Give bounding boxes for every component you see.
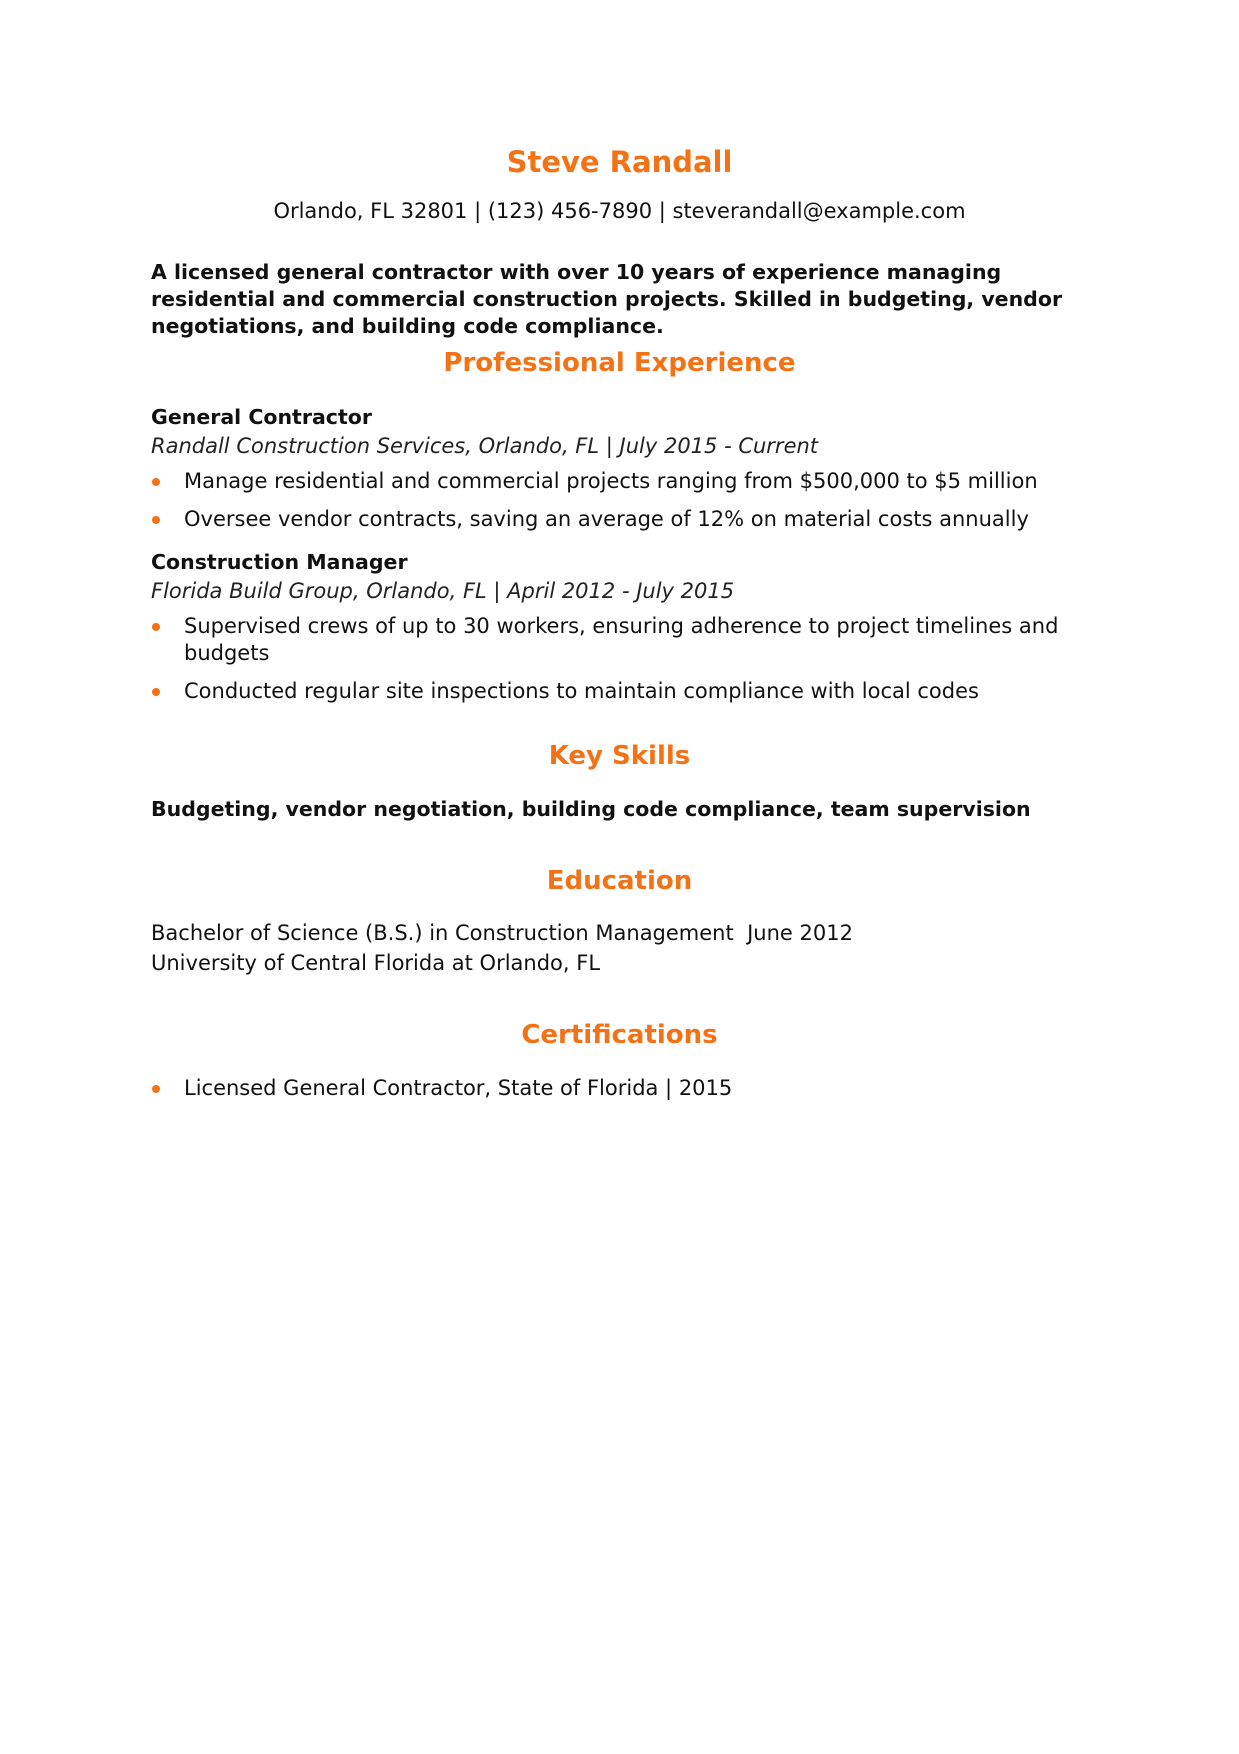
certification-list — [151, 1075, 1088, 1113]
bullet-icon — [152, 688, 160, 696]
list-item — [151, 506, 1088, 533]
job-meta: Randall Construction Services, Orlando, FL | July 2015 - Current — [151, 434, 819, 458]
job-meta: Florida Build Group, Orlando, FL | April 2012 - July 2015 — [151, 579, 735, 603]
list-item — [151, 613, 1088, 667]
bullet-icon — [152, 623, 160, 631]
education-degree-line — [151, 921, 853, 946]
list-item — [151, 1075, 1088, 1102]
professional-summary: A licensed general contractor with over 10 years of experience managing residential and commercial construction projects. Skilled in budgeting, vendor negotiations, and building code compliance. — [151, 260, 1063, 338]
list-item — [151, 468, 1088, 495]
section-title-education: Education — [546, 866, 693, 896]
bullet-text: Conducted regular site inspections to maintain compliance with local codes — [184, 679, 979, 703]
bullet-icon — [152, 1085, 160, 1093]
section-title-certifications: Certifications — [521, 1020, 718, 1050]
job-title: General Contractor — [151, 405, 372, 429]
job-bullets — [151, 613, 1088, 716]
skills-list: Budgeting, vendor negotiation, building code compliance, team supervision — [151, 797, 1031, 821]
bullet-text: Supervised crews of up to 30 workers, ensuring adherence to project timelines and budgets — [184, 614, 1059, 665]
list-item — [151, 678, 1088, 705]
contact-info: Orlando, FL 32801 | (123) 456-7890 | steverandall@example.com — [273, 199, 966, 223]
section-title-skills: Key Skills — [548, 741, 691, 771]
job-bullets — [151, 468, 1088, 544]
education-date: June 2012 — [747, 921, 853, 945]
bullet-text: Oversee vendor contracts, saving an average of 12% on material costs annually — [184, 507, 1029, 531]
candidate-name: Steve Randall — [506, 145, 733, 179]
education-school: University of Central Florida at Orlando, FL — [151, 951, 601, 975]
bullet-icon — [152, 478, 160, 486]
bullet-text: Manage residential and commercial projects ranging from $500,000 to $5 million — [184, 469, 1038, 493]
education-degree: Bachelor of Science (B.S.) in Construction Management — [151, 921, 734, 945]
job-title: Construction Manager — [151, 550, 408, 574]
section-title-experience: Professional Experience — [443, 348, 796, 378]
bullet-icon — [152, 516, 160, 524]
certification-text: Licensed General Contractor, State of Florida | 2015 — [184, 1076, 733, 1100]
